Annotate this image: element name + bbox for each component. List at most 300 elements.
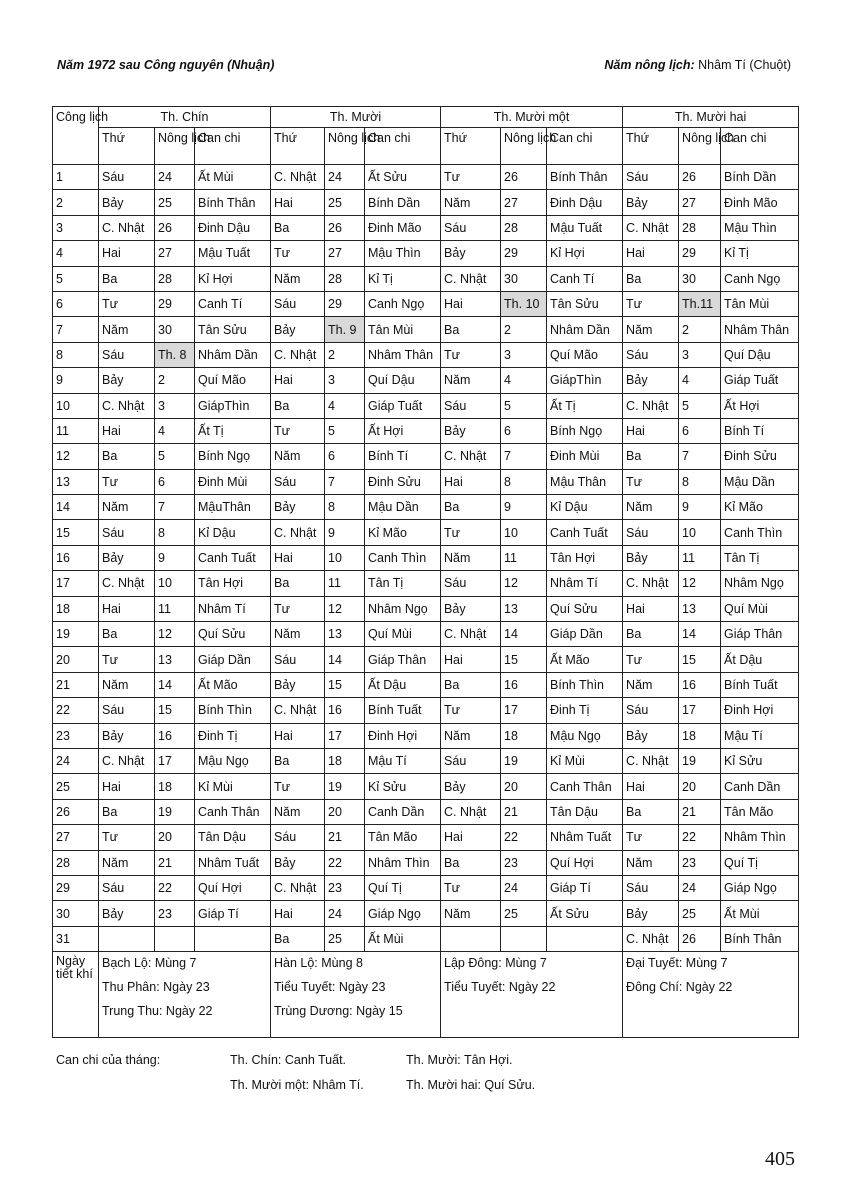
canchi-cell: Giáp Tí <box>547 875 623 900</box>
table-row <box>53 317 799 342</box>
canchi-cell: Quí Tị <box>365 875 441 900</box>
solar-term-item <box>626 1003 795 1027</box>
lunar-day-cell: 2 <box>155 368 195 393</box>
weekday-cell: Tư <box>441 165 501 190</box>
solar-day-cell: 24 <box>53 748 99 773</box>
month-header-10: Th. Mười <box>271 107 441 128</box>
lunar-day-cell: 23 <box>501 850 547 875</box>
weekday-cell: Ba <box>441 317 501 342</box>
solar-day-cell: 29 <box>53 875 99 900</box>
lunar-day-cell: 27 <box>325 241 365 266</box>
canchi-cell <box>195 926 271 951</box>
canchi-cell: Bính Ngọ <box>547 418 623 443</box>
solar-term-item: Hàn Lộ: Mùng 8 <box>274 956 363 971</box>
lunar-day-cell: 14 <box>325 647 365 672</box>
canchi-cell: Kỉ Mùi <box>547 748 623 773</box>
canchi-cell: Mậu Ngọ <box>195 748 271 773</box>
table-row <box>53 698 799 723</box>
lunar-day-cell: 15 <box>501 647 547 672</box>
canchi-cell: Giáp Ngọ <box>721 875 799 900</box>
solar-term-item: Trung Thu: Ngày 22 <box>102 1004 213 1019</box>
solar-day-cell: 3 <box>53 215 99 240</box>
lunar-day-cell: 27 <box>679 190 721 215</box>
weekday-cell: Hai <box>99 418 155 443</box>
canchi-cell: Giáp Dần <box>195 647 271 672</box>
canchi-cell: Mậu Thân <box>547 469 623 494</box>
solar-day-cell: 2 <box>53 190 99 215</box>
lunar-day-cell: 9 <box>325 520 365 545</box>
weekday-cell: Hai <box>271 723 325 748</box>
canchi-cell: Nhâm Ngọ <box>721 571 799 596</box>
canchi-cell: Mậu Dần <box>365 495 441 520</box>
lunar-day-cell: 25 <box>325 926 365 951</box>
table-row <box>53 926 799 951</box>
weekday-cell: Năm <box>271 266 325 291</box>
lunar-day-cell: 23 <box>679 850 721 875</box>
canchi-cell: GiápThìn <box>195 393 271 418</box>
solar-day-cell: 21 <box>53 672 99 697</box>
month-header-11: Th. Mười một <box>441 107 623 128</box>
lunar-day-cell: 26 <box>325 215 365 240</box>
lunar-day-cell: 19 <box>679 748 721 773</box>
lunar-day-cell: 17 <box>501 698 547 723</box>
solar-day-cell: 9 <box>53 368 99 393</box>
lunar-day-cell: 8 <box>679 469 721 494</box>
weekday-cell: Hai <box>623 774 679 799</box>
table-row <box>53 190 799 215</box>
canchi-cell: Tân Mão <box>365 825 441 850</box>
canchi-cell: Ất Sửu <box>365 165 441 190</box>
weekday-cell: Năm <box>271 622 325 647</box>
lunar-day-cell: 22 <box>155 875 195 900</box>
canchi-cell: Quí Mùi <box>721 596 799 621</box>
canchi-cell: Tân Mão <box>721 799 799 824</box>
solar-terms-cell <box>623 952 799 1038</box>
lunar-day-cell: 18 <box>155 774 195 799</box>
lunar-day-cell: 7 <box>679 444 721 469</box>
lunar-day-cell: 26 <box>679 165 721 190</box>
solar-day-cell: 5 <box>53 266 99 291</box>
canchi-cell: Canh Dần <box>721 774 799 799</box>
canchi-cell: Ất Mùi <box>721 901 799 926</box>
lunar-day-cell: 20 <box>679 774 721 799</box>
weekday-cell: Sáu <box>623 342 679 367</box>
weekday-cell: Năm <box>623 317 679 342</box>
weekday-cell: Sáu <box>99 342 155 367</box>
weekday-cell: C. Nhật <box>271 165 325 190</box>
weekday-cell: Bảy <box>271 317 325 342</box>
canchi-cell: Canh Ngọ <box>721 266 799 291</box>
canchi-cell: Quí Hợi <box>547 850 623 875</box>
solar-terms-cell <box>271 952 441 1038</box>
table-row <box>53 520 799 545</box>
weekday-cell: Sáu <box>99 875 155 900</box>
solar-term-item: Lập Đông: Mùng 7 <box>444 956 547 971</box>
weekday-cell: Tư <box>99 469 155 494</box>
sub-header-lunar: Nông lịch <box>679 128 721 165</box>
canchi-cell: Đinh Mùi <box>195 469 271 494</box>
lunar-day-cell: 30 <box>679 266 721 291</box>
lunar-day-cell: 24 <box>501 875 547 900</box>
lunar-day-cell: Th. 10 <box>501 291 547 316</box>
footer-month-12: Th. Mười hai: Quí Sửu. <box>406 1078 536 1092</box>
canchi-cell: Giáp Ngọ <box>365 901 441 926</box>
canchi-cell: Giáp Thân <box>721 622 799 647</box>
weekday-cell: Bảy <box>99 368 155 393</box>
weekday-cell: Tư <box>441 342 501 367</box>
lunar-day-cell: 24 <box>155 165 195 190</box>
sub-header-lunar: Nông lịch <box>501 128 547 165</box>
lunar-day-cell <box>155 926 195 951</box>
table-row <box>53 571 799 596</box>
lunar-day-cell: 3 <box>501 342 547 367</box>
weekday-cell: C. Nhật <box>623 926 679 951</box>
canchi-cell: Kỉ Dậu <box>547 495 623 520</box>
table-row <box>53 647 799 672</box>
canchi-cell: Tân Sửu <box>547 291 623 316</box>
solar-day-cell: 30 <box>53 901 99 926</box>
canchi-cell: Canh Tí <box>195 291 271 316</box>
canchi-cell: Giáp Tí <box>195 901 271 926</box>
lunar-day-cell: 14 <box>679 622 721 647</box>
table-row <box>53 495 799 520</box>
weekday-cell: C. Nhật <box>271 520 325 545</box>
lunar-day-cell: 26 <box>501 165 547 190</box>
canchi-cell: Đinh Mão <box>365 215 441 240</box>
lunar-day-cell: 4 <box>155 418 195 443</box>
lunar-day-cell: 15 <box>325 672 365 697</box>
month-header-12: Th. Mười hai <box>623 107 799 128</box>
canchi-cell: Canh Ngọ <box>365 291 441 316</box>
canchi-cell: Bính Tuất <box>365 698 441 723</box>
weekday-cell: Bảy <box>623 723 679 748</box>
lunar-day-cell: 12 <box>155 622 195 647</box>
canchi-cell: Nhâm Dần <box>547 317 623 342</box>
weekday-cell: Bảy <box>99 901 155 926</box>
lunar-day-cell: 4 <box>325 393 365 418</box>
table-row <box>53 748 799 773</box>
canchi-cell: Quí Hợi <box>195 875 271 900</box>
lunar-day-cell: 28 <box>325 266 365 291</box>
col-header-solar-day: Công lịch <box>53 107 99 165</box>
lunar-day-cell: 7 <box>155 495 195 520</box>
lunar-day-cell: 16 <box>501 672 547 697</box>
lunar-day-cell: 19 <box>325 774 365 799</box>
canchi-cell: Ất Mùi <box>365 926 441 951</box>
canchi-cell: Tân Mùi <box>365 317 441 342</box>
weekday-cell: Năm <box>441 368 501 393</box>
canchi-cell: Canh Tuất <box>195 545 271 570</box>
weekday-cell: Ba <box>441 495 501 520</box>
canchi-cell: Mậu Thìn <box>721 215 799 240</box>
canchi-cell: Quí Sửu <box>195 622 271 647</box>
weekday-cell: Bảy <box>99 190 155 215</box>
weekday-cell: Năm <box>623 495 679 520</box>
canchi-cell: Mậu Thìn <box>365 241 441 266</box>
lunar-day-cell: 12 <box>679 571 721 596</box>
canchi-cell: Canh Thìn <box>721 520 799 545</box>
lunar-day-cell: 17 <box>679 698 721 723</box>
weekday-cell: Bảy <box>623 368 679 393</box>
lunar-day-cell: 18 <box>679 723 721 748</box>
solar-day-cell: 18 <box>53 596 99 621</box>
weekday-cell: Bảy <box>441 774 501 799</box>
weekday-cell: Ba <box>623 622 679 647</box>
canchi-cell: Đinh Sửu <box>721 444 799 469</box>
table-row <box>53 545 799 570</box>
canchi-cell: Đinh Mùi <box>547 444 623 469</box>
weekday-cell: C. Nhật <box>99 748 155 773</box>
canchi-cell: Quí Mão <box>547 342 623 367</box>
canchi-cell: Mậu Tí <box>365 748 441 773</box>
canchi-cell: Đinh Sửu <box>365 469 441 494</box>
solar-term-item: Trùng Dương: Ngày 15 <box>274 1004 403 1019</box>
solar-day-cell: 7 <box>53 317 99 342</box>
canchi-cell: Ất Tị <box>547 393 623 418</box>
lunar-day-cell: Th. 9 <box>325 317 365 342</box>
canchi-cell: Tân Hợi <box>195 571 271 596</box>
weekday-cell: C. Nhật <box>441 444 501 469</box>
month-header-9: Th. Chín <box>99 107 271 128</box>
lunar-day-cell: 25 <box>679 901 721 926</box>
sub-header-lunar: Nông lịch <box>155 128 195 165</box>
weekday-cell: Năm <box>441 545 501 570</box>
canchi-cell: Kỉ Hợi <box>547 241 623 266</box>
footer-month-10: Th. Mười: Tân Hợi. <box>406 1053 513 1067</box>
solar-day-cell: 16 <box>53 545 99 570</box>
solar-day-cell: 1 <box>53 165 99 190</box>
weekday-cell: Bảy <box>99 545 155 570</box>
lunar-day-cell: 4 <box>679 368 721 393</box>
solar-day-cell: 10 <box>53 393 99 418</box>
canchi-cell: Ất Tị <box>195 418 271 443</box>
weekday-cell: Năm <box>441 723 501 748</box>
canchi-cell: Bính Dần <box>721 165 799 190</box>
solar-term-item: Đông Chí: Ngày 22 <box>626 980 733 995</box>
canchi-cell: Bính Ngọ <box>195 444 271 469</box>
weekday-cell: C. Nhật <box>623 215 679 240</box>
solar-day-cell: 8 <box>53 342 99 367</box>
sub-header-weekday: Thứ <box>271 128 325 165</box>
canchi-cell: Nhâm Ngọ <box>365 596 441 621</box>
weekday-cell: Năm <box>623 850 679 875</box>
table-row <box>53 291 799 316</box>
solar-day-cell: 4 <box>53 241 99 266</box>
lunar-day-cell: 10 <box>679 520 721 545</box>
lunar-day-cell: 3 <box>155 393 195 418</box>
lunar-day-cell: 5 <box>155 444 195 469</box>
lunar-day-cell: Th.11 <box>679 291 721 316</box>
weekday-cell: C. Nhật <box>441 622 501 647</box>
weekday-cell: Sáu <box>99 165 155 190</box>
weekday-cell: Hai <box>441 647 501 672</box>
lunar-day-cell: 11 <box>501 545 547 570</box>
sub-header-row <box>53 128 799 165</box>
lunar-day-cell: 25 <box>501 901 547 926</box>
lunar-day-cell: 11 <box>325 571 365 596</box>
canchi-cell: Bính Tí <box>365 444 441 469</box>
canchi-cell <box>547 926 623 951</box>
canchi-cell: Nhâm Thìn <box>365 850 441 875</box>
weekday-cell: Tư <box>441 698 501 723</box>
lunar-day-cell: 27 <box>155 241 195 266</box>
weekday-cell: Ba <box>271 926 325 951</box>
solar-day-cell: 26 <box>53 799 99 824</box>
weekday-cell: C. Nhật <box>623 748 679 773</box>
table-row <box>53 444 799 469</box>
solar-day-cell: 6 <box>53 291 99 316</box>
weekday-cell: Ba <box>623 266 679 291</box>
lunar-day-cell: 9 <box>679 495 721 520</box>
lunar-day-cell: Th. 8 <box>155 342 195 367</box>
canchi-cell: Nhâm Tí <box>547 571 623 596</box>
weekday-cell: Ba <box>271 393 325 418</box>
canchi-cell: Đinh Hợi <box>365 723 441 748</box>
weekday-cell: Bảy <box>441 418 501 443</box>
lunar-day-cell: 8 <box>155 520 195 545</box>
lunar-day-cell: 23 <box>325 875 365 900</box>
weekday-cell: C. Nhật <box>99 393 155 418</box>
solar-day-cell: 15 <box>53 520 99 545</box>
weekday-cell: Ba <box>99 799 155 824</box>
lunar-day-cell: 18 <box>501 723 547 748</box>
lunar-day-cell: 8 <box>501 469 547 494</box>
solar-term-item: Tiểu Tuyết: Ngày 23 <box>274 980 386 995</box>
solar-day-cell: 27 <box>53 825 99 850</box>
page-number: 405 <box>765 1148 795 1170</box>
weekday-cell: Bảy <box>623 901 679 926</box>
lunar-day-cell: 18 <box>325 748 365 773</box>
lunar-day-cell: 23 <box>155 901 195 926</box>
weekday-cell: Hai <box>271 368 325 393</box>
weekday-cell: Ba <box>99 266 155 291</box>
weekday-cell: C. Nhật <box>623 393 679 418</box>
weekday-cell: Năm <box>441 190 501 215</box>
weekday-cell: Tư <box>271 596 325 621</box>
canchi-cell: Ất Dậu <box>721 647 799 672</box>
weekday-cell: Ba <box>441 850 501 875</box>
month-header-row <box>53 107 799 128</box>
weekday-cell: Ba <box>623 799 679 824</box>
lunar-day-cell: 20 <box>501 774 547 799</box>
canchi-cell: Ất Sửu <box>547 901 623 926</box>
weekday-cell: Tư <box>623 291 679 316</box>
calendar-table <box>52 106 799 1038</box>
lunar-day-cell: 29 <box>325 291 365 316</box>
solar-day-cell: 20 <box>53 647 99 672</box>
weekday-cell: Năm <box>623 672 679 697</box>
lunar-day-cell: 25 <box>155 190 195 215</box>
lunar-day-cell: 24 <box>679 875 721 900</box>
table-row <box>53 622 799 647</box>
canchi-cell: Quí Dậu <box>721 342 799 367</box>
weekday-cell: Sáu <box>271 647 325 672</box>
canchi-cell: Đinh Mão <box>721 190 799 215</box>
weekday-cell: Bảy <box>99 723 155 748</box>
weekday-cell: C. Nhật <box>441 799 501 824</box>
weekday-cell: C. Nhật <box>271 698 325 723</box>
weekday-cell: C. Nhật <box>271 875 325 900</box>
lunar-day-cell: 7 <box>501 444 547 469</box>
weekday-cell: Tư <box>99 291 155 316</box>
weekday-cell: Ba <box>271 215 325 240</box>
lunar-day-cell: 21 <box>325 825 365 850</box>
lunar-day-cell: 12 <box>501 571 547 596</box>
canchi-cell: Quí Sửu <box>547 596 623 621</box>
weekday-cell: Hai <box>623 418 679 443</box>
footer-month-11: Th. Mười một: Nhâm Tí. <box>230 1078 364 1092</box>
lunar-day-cell: 13 <box>679 596 721 621</box>
canchi-cell: Bính Tí <box>721 418 799 443</box>
footer-label: Can chi của tháng: <box>56 1053 161 1067</box>
lunar-day-cell: 13 <box>325 622 365 647</box>
lunar-day-cell: 21 <box>501 799 547 824</box>
lunar-day-cell: 22 <box>325 850 365 875</box>
lunar-day-cell: 3 <box>679 342 721 367</box>
canchi-cell: Giáp Thân <box>365 647 441 672</box>
lunar-day-cell: 11 <box>679 545 721 570</box>
canchi-cell: Canh Thìn <box>365 545 441 570</box>
lunar-day-cell: 11 <box>155 596 195 621</box>
weekday-cell: Năm <box>99 495 155 520</box>
weekday-cell: Năm <box>441 901 501 926</box>
canchi-cell: Nhâm Thìn <box>721 825 799 850</box>
canchi-cell: Quí Dậu <box>365 368 441 393</box>
lunar-year-value: Nhâm Tí (Chuột) <box>694 58 791 72</box>
lunar-day-cell: 6 <box>501 418 547 443</box>
lunar-day-cell: 19 <box>155 799 195 824</box>
canchi-cell: Mậu Tuất <box>195 241 271 266</box>
weekday-cell: Sáu <box>271 469 325 494</box>
lunar-day-cell: 22 <box>679 825 721 850</box>
lunar-day-cell: 14 <box>501 622 547 647</box>
page-header-right <box>604 58 791 72</box>
solar-terms-label: Ngày tiết khí <box>53 952 99 1038</box>
weekday-cell: Tư <box>623 469 679 494</box>
lunar-day-cell: 6 <box>325 444 365 469</box>
canchi-cell: Bính Thân <box>721 926 799 951</box>
solar-day-cell: 25 <box>53 774 99 799</box>
canchi-cell: GiápThìn <box>547 368 623 393</box>
table-row <box>53 215 799 240</box>
canchi-cell: Nhâm Tuất <box>195 850 271 875</box>
weekday-cell: Ba <box>99 444 155 469</box>
solar-day-cell: 23 <box>53 723 99 748</box>
weekday-cell: Sáu <box>441 748 501 773</box>
canchi-cell: Tân Dậu <box>547 799 623 824</box>
weekday-cell: Tư <box>99 647 155 672</box>
canchi-cell: Nhâm Dần <box>195 342 271 367</box>
lunar-day-cell <box>501 926 547 951</box>
lunar-day-cell: 15 <box>679 647 721 672</box>
canchi-cell: Kỉ Tị <box>721 241 799 266</box>
lunar-day-cell: 28 <box>155 266 195 291</box>
canchi-cell: Đinh Dậu <box>547 190 623 215</box>
page-header-left: Năm 1972 sau Công nguyên (Nhuận) <box>57 58 275 72</box>
weekday-cell: Sáu <box>271 291 325 316</box>
canchi-cell: Bính Thân <box>195 190 271 215</box>
canchi-cell: Ất Dậu <box>365 672 441 697</box>
canchi-cell: Bính Dần <box>365 190 441 215</box>
solar-day-cell: 12 <box>53 444 99 469</box>
weekday-cell: Sáu <box>623 698 679 723</box>
canchi-cell: Ất Mão <box>195 672 271 697</box>
solar-term-item <box>444 1003 619 1027</box>
weekday-cell: Năm <box>271 444 325 469</box>
sub-header-lunar: Nông lịch <box>325 128 365 165</box>
weekday-cell: Sáu <box>271 825 325 850</box>
sub-header-canchi: Can chi <box>365 128 441 165</box>
